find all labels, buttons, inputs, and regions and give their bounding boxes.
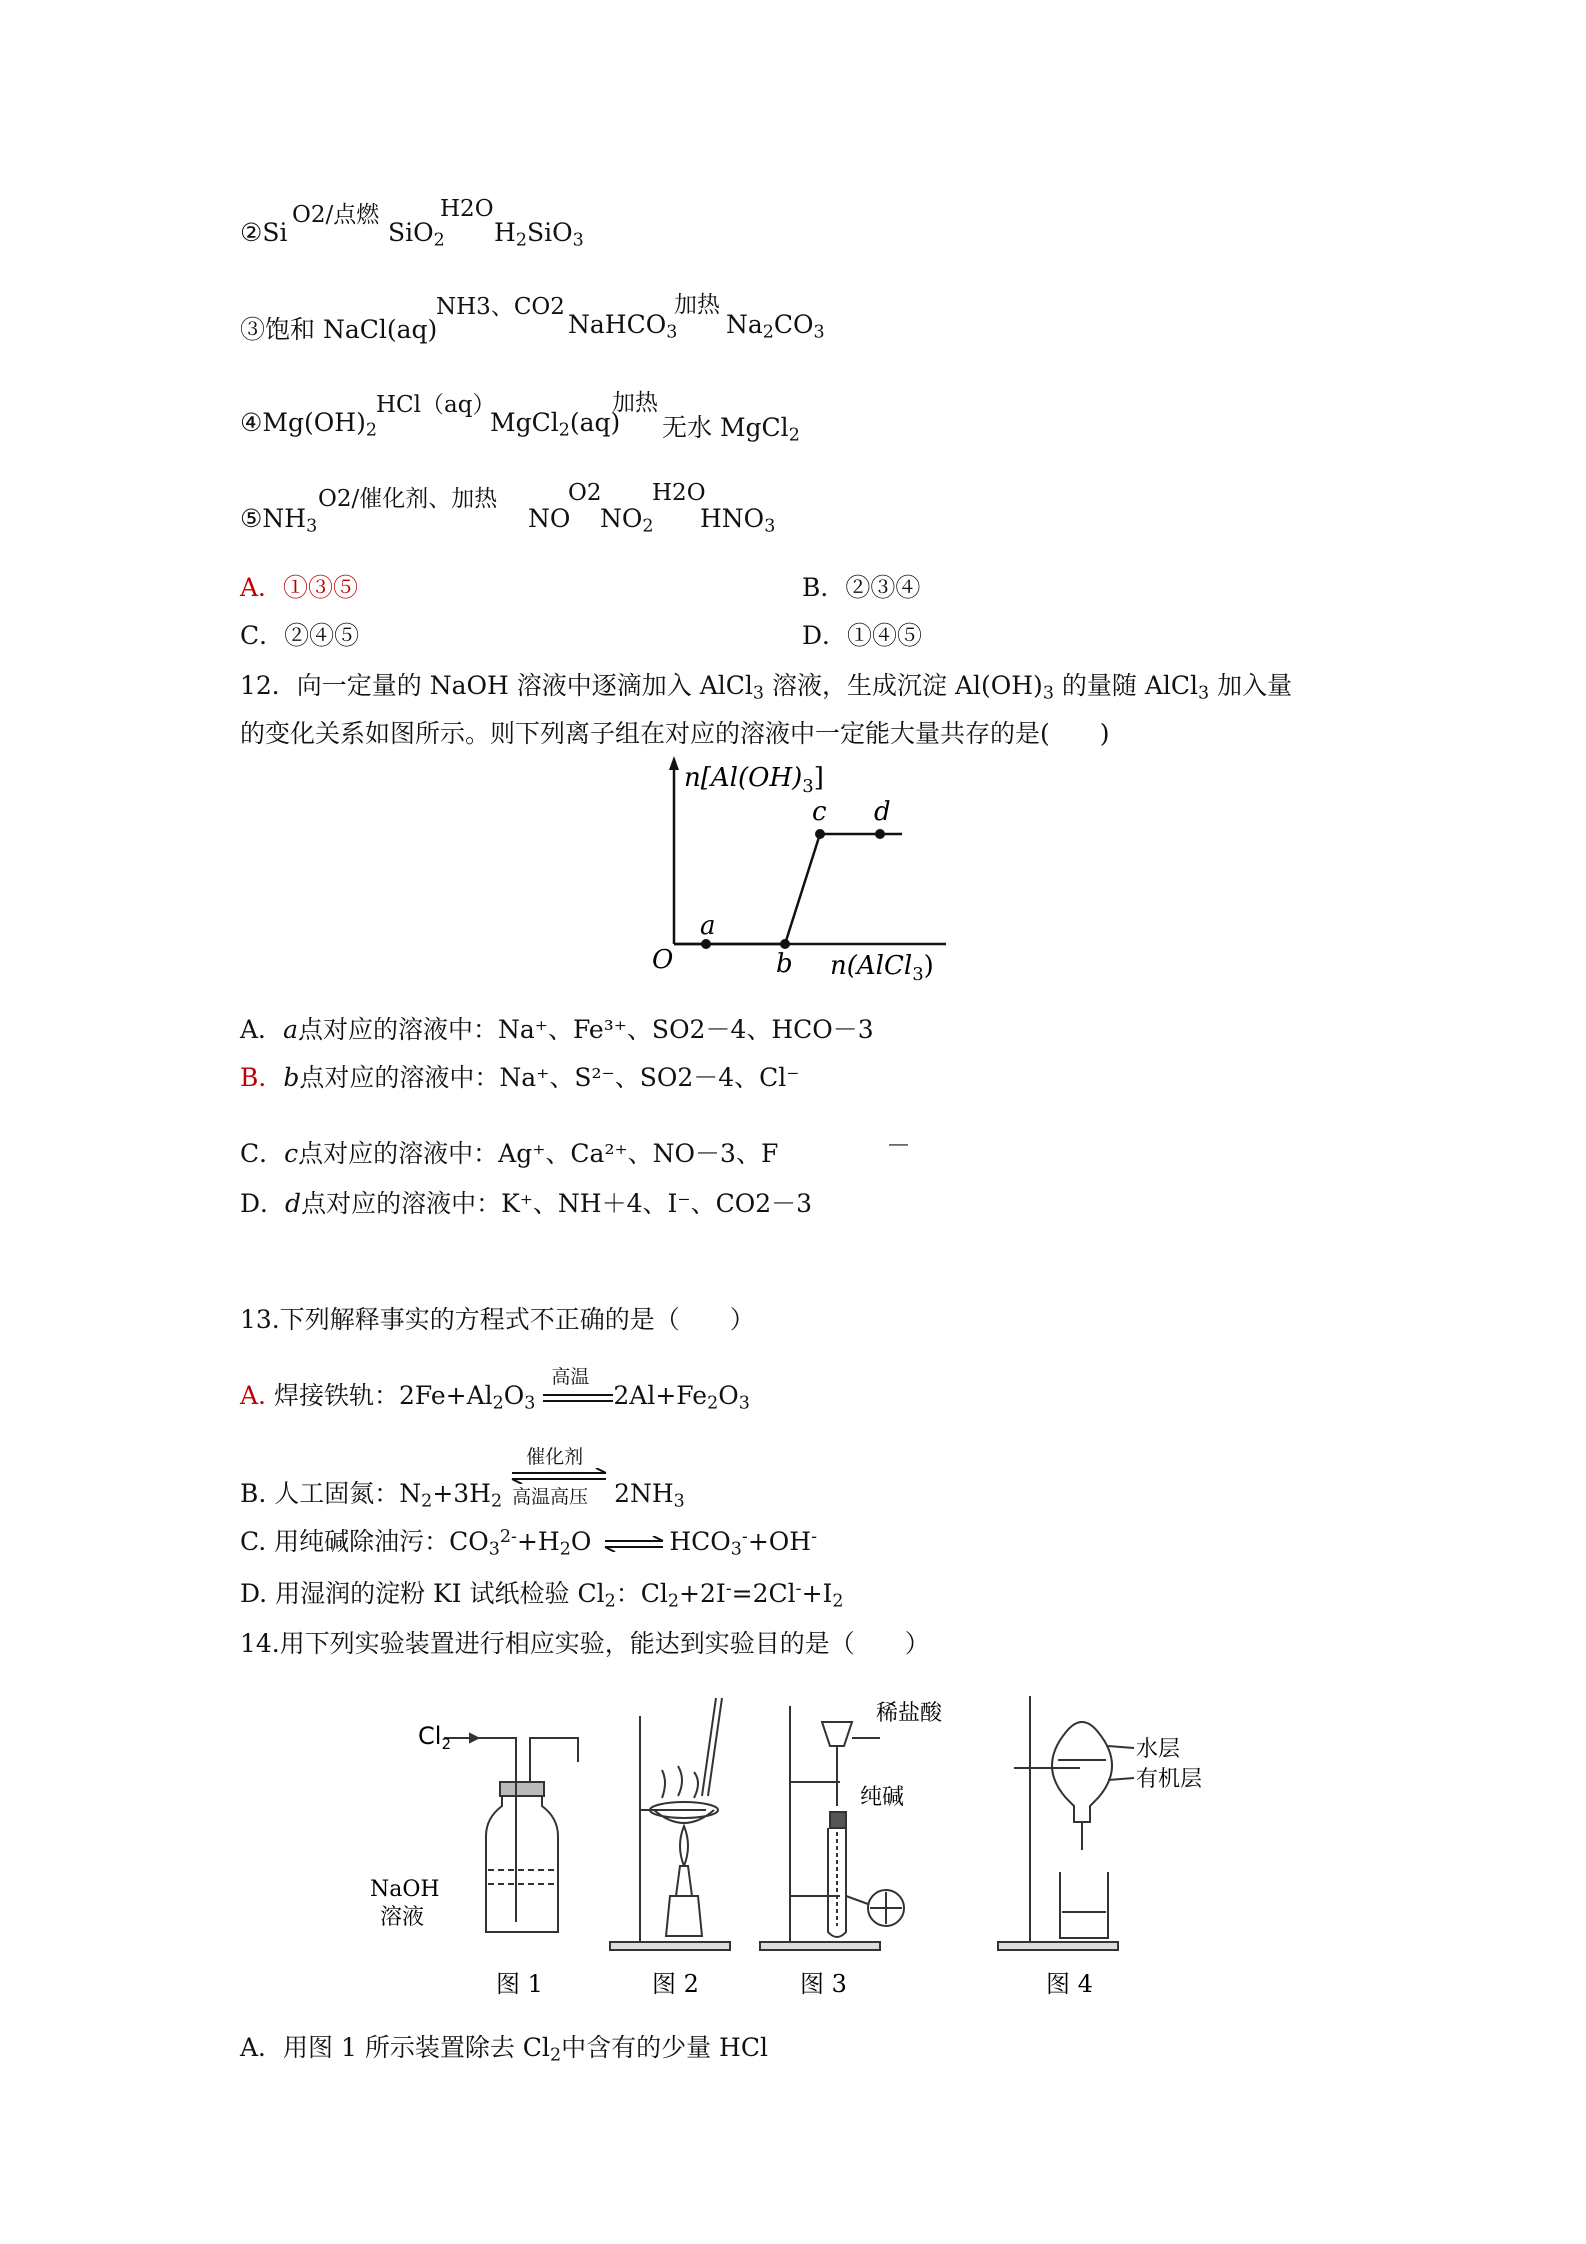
fig2-caption: 图 2 bbox=[652, 1970, 699, 1998]
q13-a-double-bar-top bbox=[543, 1394, 613, 1396]
label-a: a bbox=[700, 911, 716, 941]
item5-mid: NO bbox=[528, 504, 571, 533]
label-b: b bbox=[776, 949, 793, 979]
fig3-caption: 图 3 bbox=[800, 1970, 847, 1998]
q13-option-d: D. 用湿润的淀粉 KI 试纸检验 $Cl_2$：$Cl_2+2I^-=2Cl^-+I_2$ bbox=[240, 1579, 844, 1612]
item2-start: ②Si bbox=[240, 218, 288, 247]
item5-start: $⑤NH_3$ bbox=[240, 504, 318, 537]
point-b bbox=[780, 939, 790, 949]
figure-1-wash-bottle bbox=[444, 1734, 578, 1932]
q14-option-a: A．用图 1 所示装置除去 $Cl_2$中含有的少量 HCl bbox=[240, 2033, 768, 2066]
y-axis-label: $n[Al(OH)_3]$ bbox=[684, 763, 824, 797]
fig4-caption: 图 4 bbox=[1046, 1970, 1093, 1998]
item2-condition-2: H2O bbox=[440, 196, 494, 222]
q12-option-a: A．a点对应的溶液中：Na⁺、Fe³⁺、SO2－4、HCO－3 bbox=[240, 1015, 874, 1044]
q13-option-b: B. 人工固氮：$N_2+3H_2$ 催化剂 高温高压 $2NH_3$ bbox=[240, 1474, 685, 1510]
item3-end: $Na_2CO_3$ bbox=[726, 310, 825, 343]
q13-a-condition: 高温 bbox=[551, 1365, 590, 1388]
q11-option-b: B．②③④ bbox=[802, 573, 921, 602]
fig1-naoh-label: NaOH bbox=[370, 1877, 440, 1902]
y-axis-arrow bbox=[669, 756, 679, 770]
q14-apparatus-figure bbox=[366, 1686, 1240, 2006]
figure-4-separatory-funnel bbox=[998, 1696, 1134, 1950]
item2-condition-1: O2/点燃 bbox=[292, 202, 380, 228]
item5-condition-2: O2 bbox=[568, 480, 602, 506]
q13-b-condition-top: 催化剂 bbox=[526, 1445, 584, 1468]
item4-start: $④Mg(OH)_2$ bbox=[240, 408, 377, 441]
q11-option-d: D．①④⑤ bbox=[802, 621, 923, 650]
q14-stem: 14.用下列实验装置进行相应实验，能达到实验目的是（ ） bbox=[240, 1629, 930, 1658]
figure-3-gas-generator bbox=[760, 1706, 904, 1950]
fig3-dilute-hcl-label: 稀盐酸 bbox=[876, 1701, 943, 1726]
fig1-caption: 图 1 bbox=[496, 1970, 543, 1998]
q12-stem-line-1: 12．向一定量的 NaOH 溶液中逐滴加入 AlCl$_3$ 溶液，生成沉淀 $Al(OH)_3$ 的量随 AlCl$_3$ 加入量 bbox=[240, 671, 1293, 704]
item4-condition-1: HCl（aq） bbox=[376, 392, 496, 418]
q13-stem: 13.下列解释事实的方程式不正确的是（ ） bbox=[240, 1305, 755, 1334]
label-d: d bbox=[874, 797, 891, 827]
q12-option-c-tail: － bbox=[886, 1131, 912, 1160]
fig4-organic-layer-label: 有机层 bbox=[1136, 1767, 1203, 1792]
item5-condition-1: O2/催化剂、加热 bbox=[318, 486, 498, 512]
item5-condition-3: H2O bbox=[652, 480, 706, 506]
label-c: c bbox=[812, 797, 827, 827]
q12-graph bbox=[640, 752, 960, 992]
fig3-soda-ash-label: 纯碱 bbox=[860, 1785, 905, 1810]
q13-option-c: C. 用纯碱除油污：$CO_3^{2-}+H_2O$ $HCO_3^-+OH^-$ bbox=[240, 1527, 817, 1560]
fig1-solution-label: 溶液 bbox=[380, 1905, 425, 1930]
fig1-cl2-label: $Cl_2$ bbox=[418, 1722, 451, 1753]
q11-option-a: A．①③⑤ bbox=[240, 573, 359, 602]
point-c bbox=[815, 829, 825, 839]
q12-option-b: B．b点对应的溶液中：Na⁺、S²⁻、SO2－4、Cl⁻ bbox=[240, 1063, 800, 1092]
item4-end: 无水 MgCl$_2$ bbox=[662, 413, 800, 446]
item5-mid2: $NO_2$ bbox=[600, 504, 654, 537]
q13-c-reversible-arrow bbox=[603, 1536, 665, 1552]
item3-condition-2: 加热 bbox=[674, 292, 720, 318]
origin-label: O bbox=[652, 945, 674, 975]
q13-b-condition-bottom: 高温高压 bbox=[512, 1485, 589, 1508]
item3-mid: NaHCO$_3$ bbox=[568, 310, 678, 343]
item3-condition-1: NH3、CO2 bbox=[436, 294, 565, 320]
q12-option-c: C．c点对应的溶液中：Ag⁺、Ca²⁺、NO－3、F bbox=[240, 1139, 779, 1168]
q12-option-d: D．d点对应的溶液中：K⁺、NH＋4、I⁻、CO2－3 bbox=[240, 1189, 813, 1218]
q13-option-a: A. 焊接铁轨：$2Fe+Al_2O_3$ 高温 $2Al+Fe_2O_3$ bbox=[240, 1376, 750, 1412]
item5-end: $HNO_3$ bbox=[700, 504, 776, 537]
fig4-water-layer-label: 水层 bbox=[1136, 1737, 1181, 1762]
item3-start: ③饱和 NaCl(aq) bbox=[240, 315, 438, 344]
point-d bbox=[875, 829, 885, 839]
q12-stem-line-2: 的变化关系如图所示。则下列离子组在对应的溶液中一定能大量共存的是( ) bbox=[240, 719, 1110, 748]
q13-a-double-bar-bottom bbox=[543, 1400, 613, 1402]
q11-option-c: C．②④⑤ bbox=[240, 621, 360, 650]
item4-condition-2: 加热 bbox=[612, 390, 658, 416]
figure-2-evaporation-stand bbox=[610, 1698, 730, 1950]
x-axis-label: n(AlCl$_3$) bbox=[830, 951, 934, 985]
item2-end: $H_2SiO_3$ bbox=[494, 218, 584, 251]
item2-mid: SiO$_2$ bbox=[388, 218, 445, 251]
item4-mid: MgCl$_2$(aq) bbox=[490, 408, 621, 441]
